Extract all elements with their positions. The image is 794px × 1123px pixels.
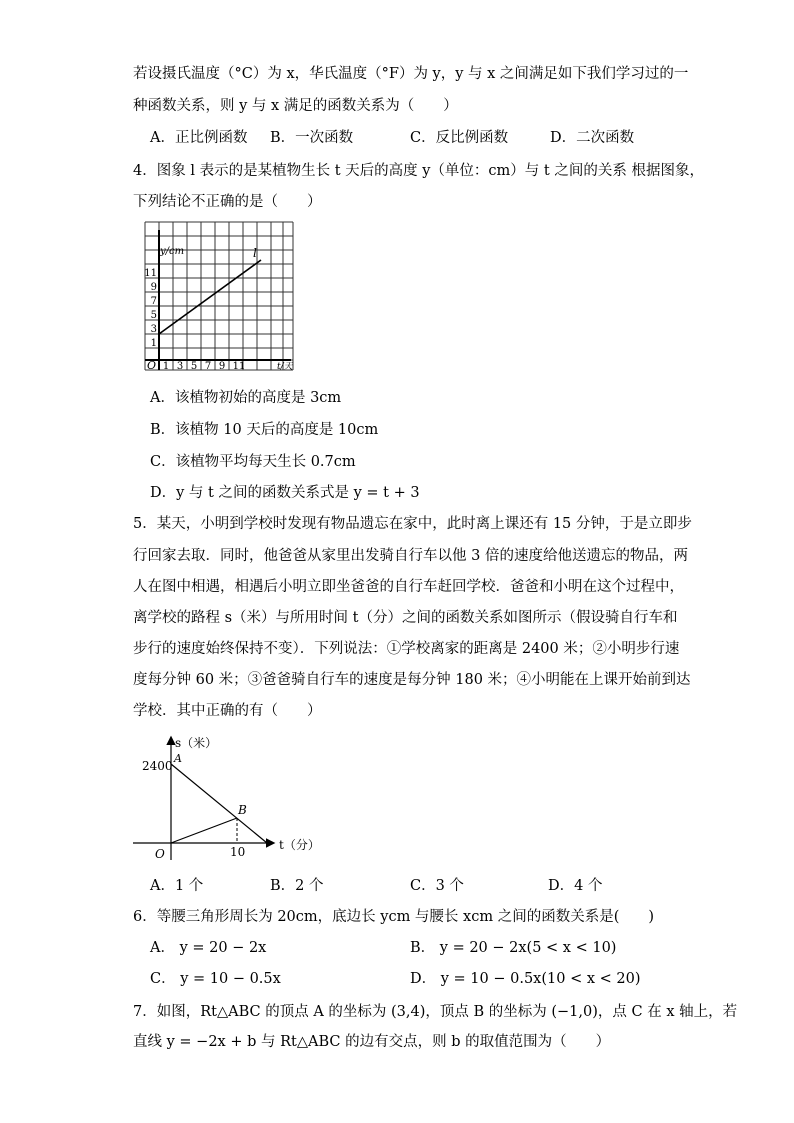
q4-y-axis-label: y/cm <box>160 246 185 257</box>
q4-option-c: C．该植物平均每天生长 0.7cm <box>150 454 356 470</box>
q4-text-line-2: 下列结论不正确的是（ ） <box>133 194 322 210</box>
grid-lines <box>145 222 293 370</box>
q7-text-line-1: 7．如图，Rt△ABC 的顶点 A 的坐标为 (3,4)，顶点 B 的坐标为 (−1,0)，点 C 在 x 轴上，若 <box>133 1004 738 1020</box>
q4-y-tick: 1 <box>150 338 157 349</box>
q4-option-a: A．该植物初始的高度是 3cm <box>150 390 342 406</box>
q5-option-c: C．3 个 <box>410 878 464 894</box>
q5-text-line-5: 步行的速度始终保持不变）．下列说法：①学校离家的距离是 2400 米；②小明步行速 <box>133 641 680 657</box>
q5-option-b: B．2 个 <box>270 878 324 894</box>
q4-x-tick: 7 <box>204 361 212 372</box>
q5-text-line-4: 离学校的路程 s（米）与所用时间 t（分）之间的函数关系如图所示（假设骑自行车和 <box>133 610 678 626</box>
q6-text-line-1: 6．等腰三角形周长为 20cm，底边长 ycm 与腰长 xcm 之间的函数关系是( ) <box>133 909 655 925</box>
q5-t-axis-label: t（分） <box>279 838 320 852</box>
q5-text-line-6: 度每分钟 60 米；③爸爸骑自行车的速度是每分钟 180 米；④小明能在上课开始前到达 <box>133 672 691 688</box>
q7-text-line-2: 直线 y = −2x + b 与 Rt△ABC 的边有交点，则 b 的取值范围为（ ） <box>133 1034 611 1050</box>
q4-x-tick: 9 <box>218 361 226 372</box>
q4-option-b: B．该植物 10 天后的高度是 10cm <box>150 422 379 438</box>
q4-x-tick: 1 <box>162 361 170 372</box>
segment-a-to-end <box>171 764 267 843</box>
q4-y-tick: 11 <box>144 268 157 279</box>
q5-text-line-7: 学校．其中正确的有（ ） <box>133 703 322 719</box>
q4-line-label: l <box>253 246 257 260</box>
q4-text-line-1: 4．图象 l 表示的是某植物生长 t 天后的高度 y（单位：cm）与 t 之间的关系 根据图象， <box>133 163 704 179</box>
q4-x-tick: 5 <box>190 361 198 372</box>
q3-option-b: B．一次函数 <box>270 130 354 146</box>
q5-point-b-label: B <box>238 803 247 817</box>
q5-text-line-1: 5．某天，小明到学校时发现有物品遗忘在家中，此时离上课还有 15 分钟，于是立即步 <box>133 516 692 532</box>
q4-y-tick: 3 <box>150 324 157 335</box>
q5-10-label: 10 <box>230 845 246 859</box>
q5-origin-label: O <box>155 847 165 861</box>
q4-y-tick: 7 <box>150 296 157 307</box>
q3-text-line-1: 若设摄氏温度（°C）为 x，华氏温度（°F）为 y，y 与 x 之间满足如下我们学习过的一 <box>133 66 689 82</box>
q5-s-axis-label: s（米） <box>175 736 218 750</box>
q6-option-c: C． y = 10 − 0.5x <box>150 971 281 987</box>
q5-distance-time-graph <box>133 730 333 870</box>
q5-text-line-3: 人在图中相遇，相遇后小明立即坐爸爸的自行车赶回学校．爸爸和小明在这个过程中， <box>133 579 684 595</box>
segment-o-to-b <box>171 818 237 843</box>
q4-x-tick: 3 <box>176 361 184 372</box>
q5-2400-label: 2400 <box>142 759 173 773</box>
q4-option-d: D．y 与 t 之间的函数关系式是 y = t + 3 <box>150 485 420 501</box>
q6-option-a: A． y = 20 − 2x <box>150 940 267 956</box>
q3-option-a: A．正比例函数 <box>150 130 248 146</box>
growth-line-l <box>159 260 261 334</box>
q6-option-b: B． y = 20 − 2x(5 < x < 10) <box>410 940 617 956</box>
q4-y-tick: 9 <box>150 282 157 293</box>
q4-y-tick: 5 <box>150 310 157 321</box>
q5-option-d: D．4 个 <box>548 878 603 894</box>
q3-option-c: C．反比例函数 <box>410 130 509 146</box>
q6-option-d: D． y = 10 − 0.5x(10 < x < 20) <box>410 971 641 987</box>
q4-origin-label: O <box>147 359 157 372</box>
q4-x-axis-label: t/天 <box>277 362 293 372</box>
q4-x-tick: 11 <box>232 361 246 372</box>
q5-text-line-2: 行回家去取．同时，他爸爸从家里出发骑自行车以他 3 倍的速度给他送遗忘的物品，两 <box>133 548 688 564</box>
q3-text-line-2: 种函数关系，则 y 与 x 满足的函数关系为（ ） <box>133 98 458 114</box>
q4-growth-graph <box>143 220 295 374</box>
q3-option-d: D．二次函数 <box>550 130 635 146</box>
q5-option-a: A．1 个 <box>150 878 204 894</box>
q5-point-a-label: A <box>174 752 182 765</box>
